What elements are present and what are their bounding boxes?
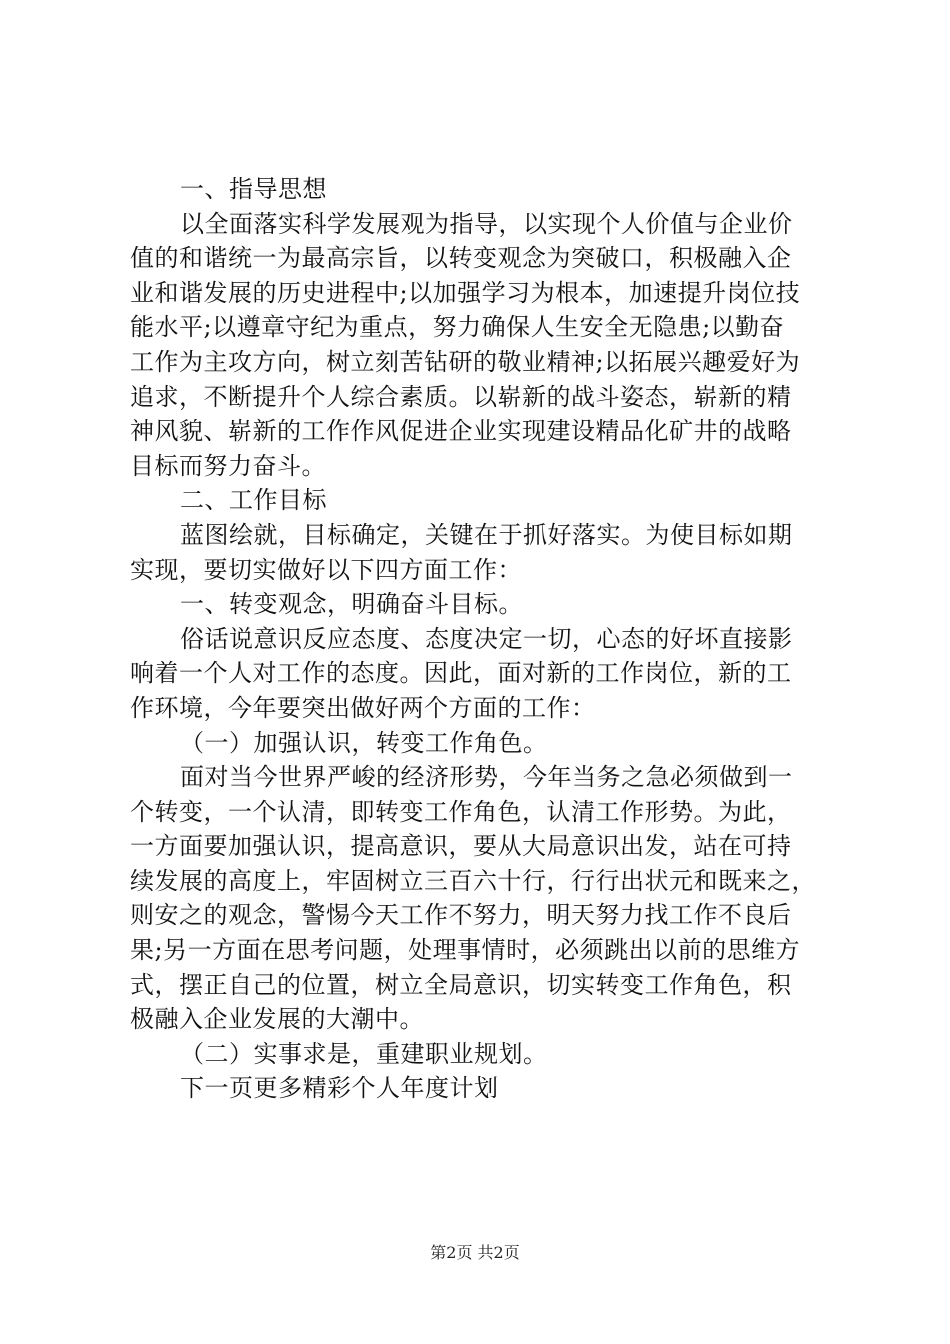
paragraph-line: 值的和谐统一为最高宗旨，以转变观念为突破口，积极融入企 [130, 244, 792, 273]
subsection-heading: 一、转变观念，明确奋斗目标。 [180, 590, 523, 619]
paragraph-line: 果;另一方面在思考问题，处理事情时，必须跳出以前的思维方 [130, 936, 801, 965]
paragraph-line: 续发展的高度上，牢固树立三百六十行，行行出状元和既来之， [130, 866, 816, 895]
subsection-heading: （二）实事求是，重建职业规划。 [180, 1039, 548, 1068]
paragraph-line: 式，摆正自己的位置，树立全局意识，切实转变工作角色，积 [130, 970, 792, 999]
paragraph-line: 极融入企业发展的大潮中。 [130, 1005, 424, 1034]
paragraph-line: 面对当今世界严峻的经济形势，今年当务之急必须做到一 [180, 763, 793, 792]
document-body [130, 172, 830, 1106]
paragraph-line: 工作为主攻方向，树立刻苦钻研的敬业精神;以拓展兴趣爱好为 [130, 347, 801, 376]
paragraph-line: 一方面要加强认识，提高意识，要从大局意识出发，站在可持 [130, 832, 792, 861]
paragraph-line: 实现，要切实做好以下四方面工作： [130, 555, 522, 584]
paragraph-line: 则安之的观念，警惕今天工作不努力，明天努力找工作不良后 [130, 901, 792, 930]
section-heading: 一、指导思想 [180, 175, 327, 203]
paragraph-line: 响着一个人对工作的态度。因此，面对新的工作岗位，新的工 [130, 659, 792, 688]
paragraph-line: 以全面落实科学发展观为指导，以实现个人价值与企业价 [180, 209, 793, 238]
paragraph-line: 目标而努力奋斗。 [130, 451, 326, 480]
subsection-heading: （一）加强认识，转变工作角色。 [180, 728, 548, 757]
paragraph-line: 神风貌、崭新的工作作风促进企业实现建设精品化矿井的战略 [130, 417, 792, 446]
paragraph-line: 作环境，今年要突出做好两个方面的工作： [130, 693, 596, 722]
paragraph-line: 业和谐发展的历史进程中;以加强学习为根本，加速提升岗位技 [130, 278, 801, 307]
section-heading: 二、工作目标 [180, 486, 327, 515]
page-number-footer: 第2页 共2页 [430, 1243, 520, 1262]
paragraph-line: 个转变，一个认清，即转变工作角色，认清工作形势。为此， [130, 797, 792, 826]
paragraph-line: 蓝图绘就，目标确定，关键在于抓好落实。为使目标如期 [180, 520, 793, 549]
next-page-link[interactable]: 下一页更多精彩个人年度计划 [180, 1074, 499, 1103]
paragraph-line: 能水平;以遵章守纪为重点，努力确保人生安全无隐患;以勤奋 [130, 313, 785, 342]
paragraph-line: 俗话说意识反应态度、态度决定一切，心态的好坏直接影 [180, 624, 793, 653]
paragraph-line: 追求，不断提升个人综合素质。以崭新的战斗姿态，崭新的精 [130, 382, 792, 411]
